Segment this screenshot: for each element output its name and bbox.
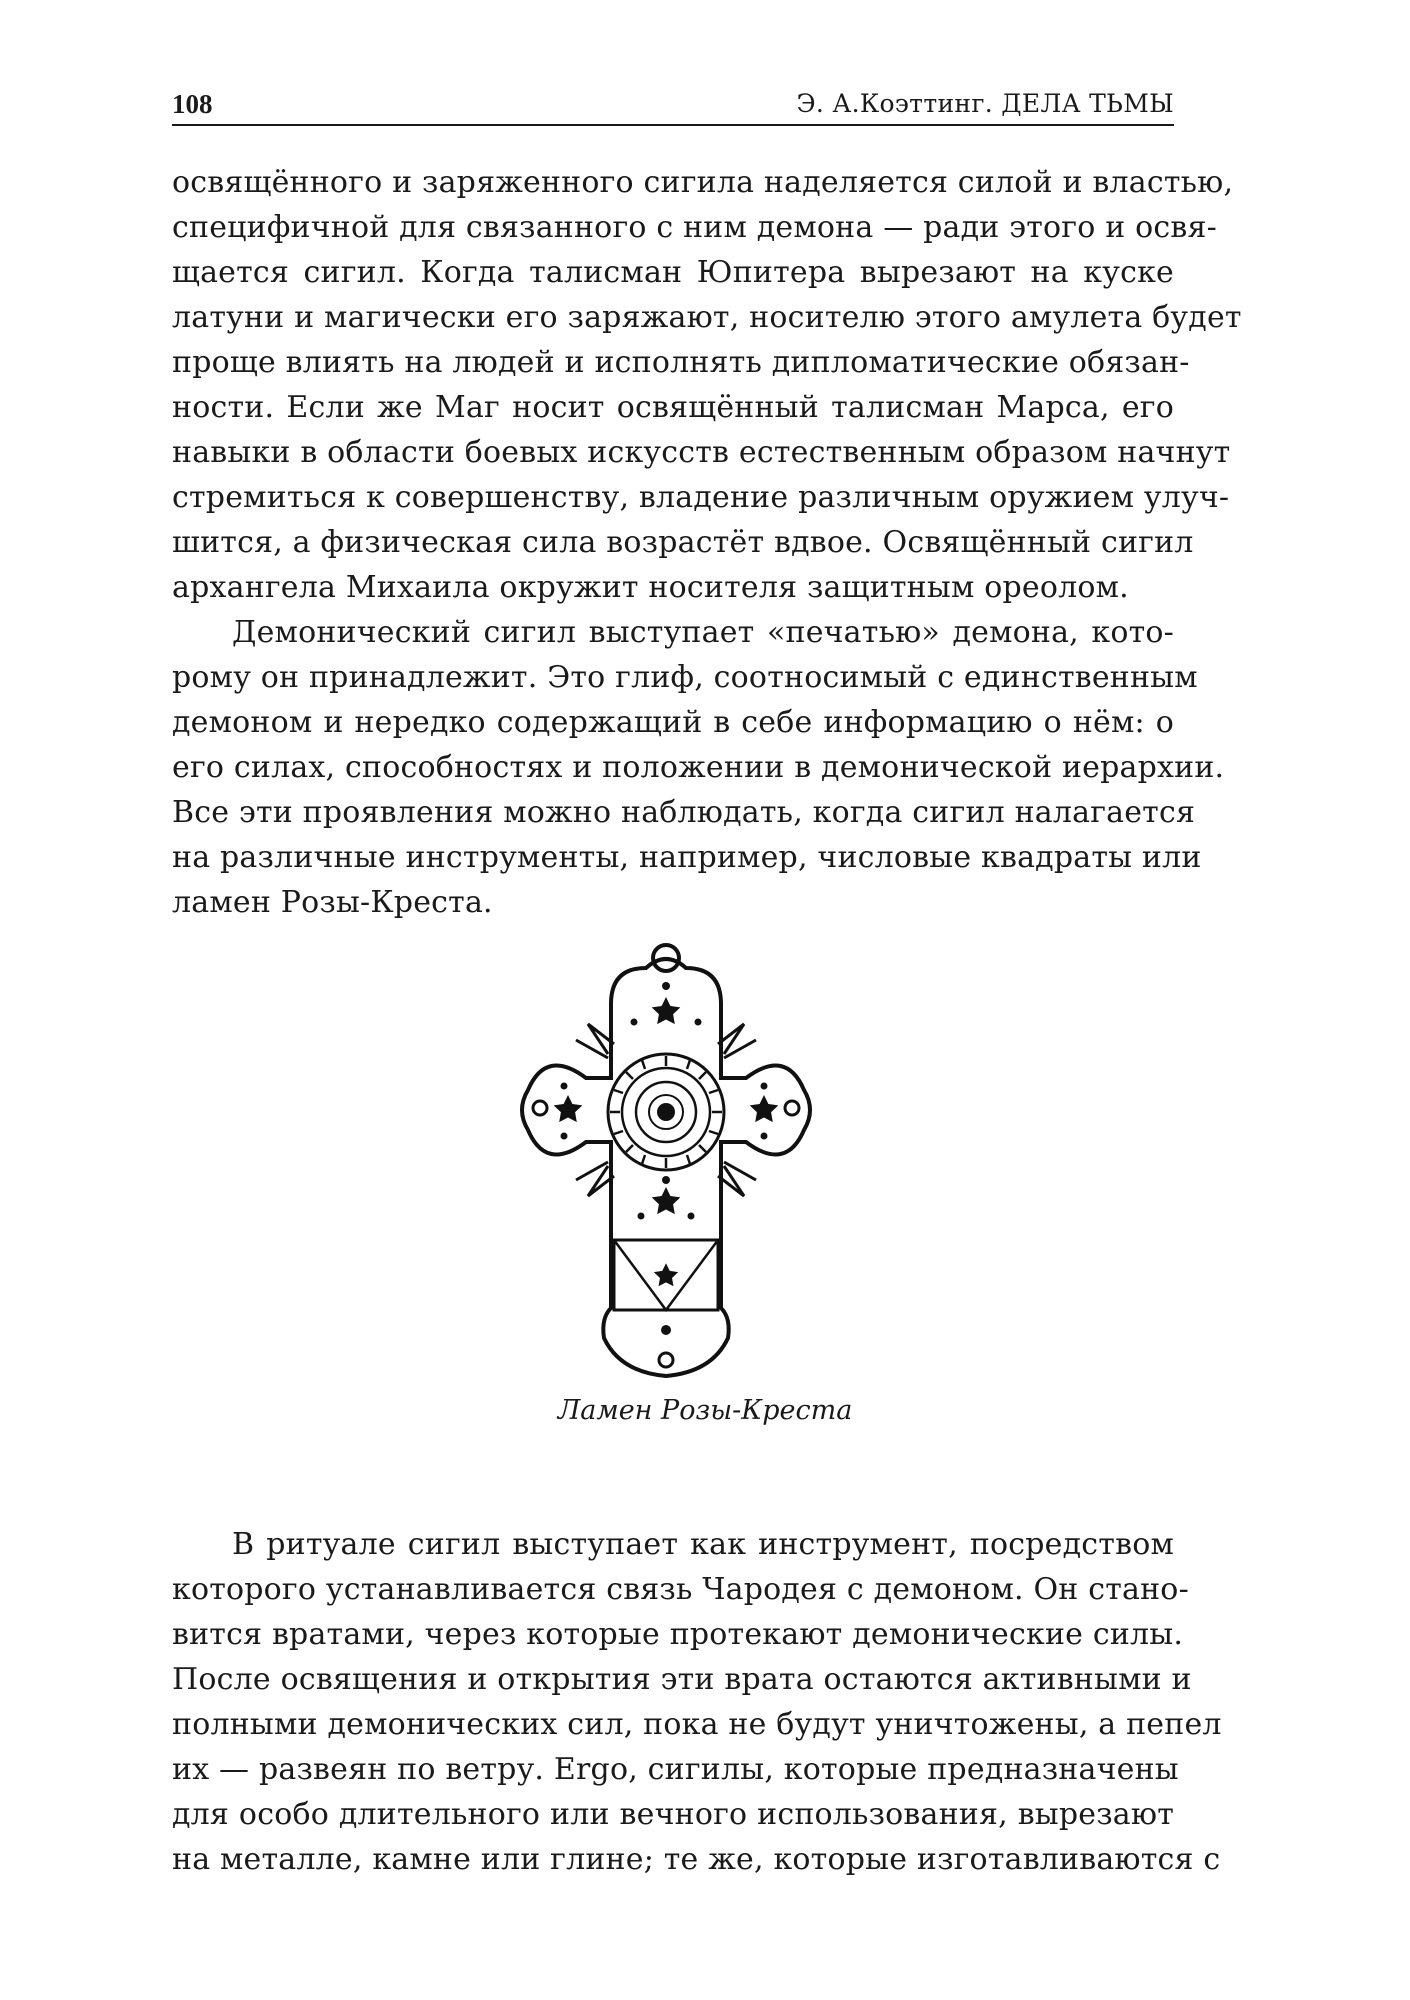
paragraph [172, 610, 1225, 925]
text-line: на металле, камне или глине; те же, которые изготавливаются с [172, 1842, 1221, 1877]
text-line: латуни и магически его заряжают, носителю этого амулета будет [172, 300, 1242, 335]
text-line: навыки в области боевых искусств естественным образом начнут [172, 435, 1231, 470]
text-line: Демонический сигил выступает «печатью» демона, кото- [232, 615, 1174, 650]
text-line: полными демонических сил, пока не будут уничтожены, а пепел [172, 1707, 1222, 1742]
running-title: Э. А.Коэттинг. ДЕЛА ТЬМЫ [796, 89, 1174, 118]
text-line: После освящения и открытия эти врата остаются активными и [172, 1662, 1192, 1697]
text-line: архангела Михаила окружит носителя защитным ореолом. [172, 570, 1129, 605]
body-text-bottom [172, 1522, 1222, 1882]
text-line: освящённого и заряженного сигила наделяется силой и властью, [172, 165, 1234, 200]
text-line: рому он принадлежит. Это глиф, соотносимый с единственным [172, 660, 1198, 695]
text-line: ности. Если же Маг носит освящённый талисман Марса, его [172, 390, 1174, 425]
paragraph [172, 1522, 1222, 1882]
paragraph [172, 160, 1242, 610]
text-line: стремиться к совершенству, владение различным оружием улуч- [172, 480, 1230, 515]
rose-cross-lamen-figure [516, 940, 816, 1385]
text-line: ламен Розы-Креста. [172, 885, 493, 920]
text-line: которого устанавливается связь Чародея с демоном. Он стано- [172, 1572, 1189, 1607]
text-line: их — развеян по ветру. Ergo, сигилы, которые предназначены [172, 1752, 1179, 1787]
text-line: для особо длительного или вечного использования, вырезают [172, 1797, 1174, 1832]
running-head [172, 88, 1174, 126]
text-line: вится вратами, через которые протекают демонические силы. [172, 1617, 1184, 1652]
rose-cross-lamen-icon [516, 940, 816, 1385]
text-line: В ритуале сигил выступает как инструмент, посредством [232, 1527, 1174, 1562]
text-line: на различные инструменты, например, числовые квадраты или [172, 840, 1202, 875]
text-line: его силах, способностях и положении в демонической иерархии. [172, 750, 1225, 785]
figure-caption: Ламен Розы-Креста [557, 1395, 853, 1426]
text-line: специфичной для связанного с ним демона — ради этого и освя- [172, 210, 1217, 245]
page-number: 108 [172, 89, 213, 119]
text-line: демоном и нередко содержащий в себе информацию о нём: о [172, 705, 1174, 740]
text-line: Все эти проявления можно наблюдать, когда сигил налагается [172, 795, 1196, 830]
body-text-top [172, 160, 1242, 925]
text-line: шится, а физическая сила возрастёт вдвое. Освящённый сигил [172, 525, 1194, 560]
text-line: щается сигил. Когда талисман Юпитера вырезают на куске [172, 255, 1174, 290]
text-line: проще влиять на людей и исполнять дипломатические обязан- [172, 345, 1190, 380]
